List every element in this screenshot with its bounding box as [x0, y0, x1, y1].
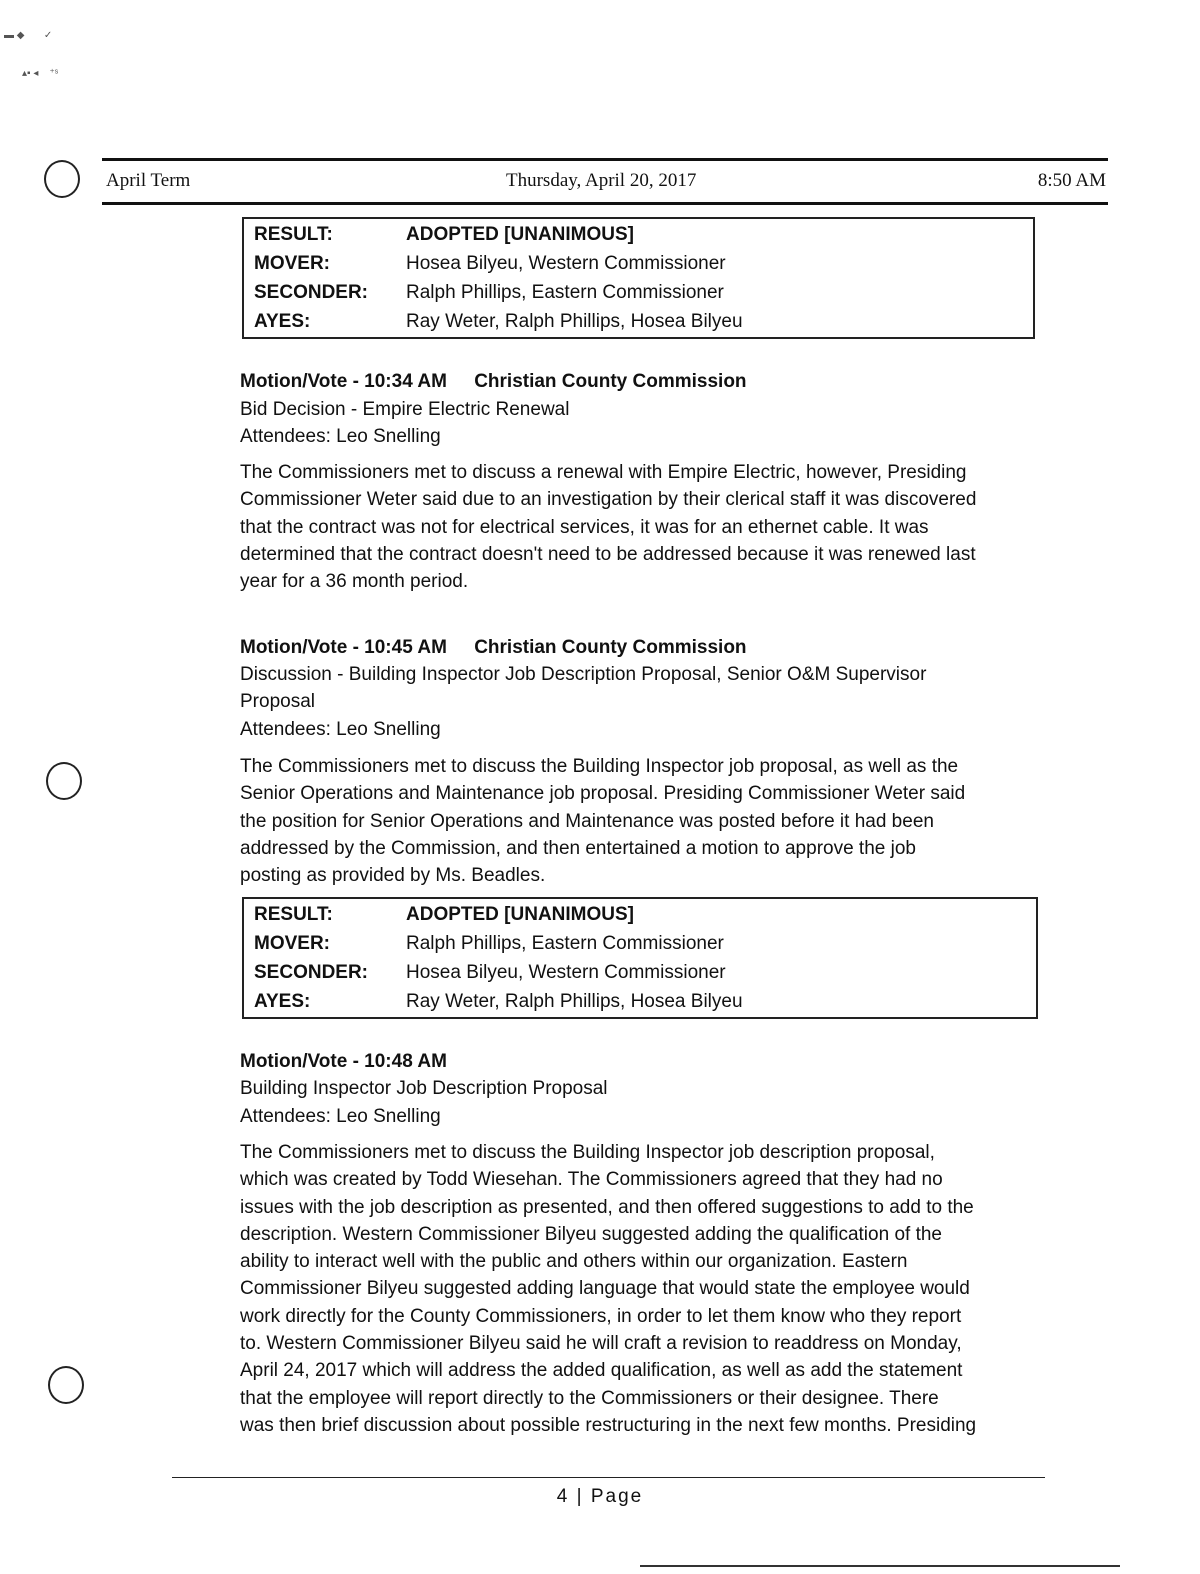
footer-rule	[172, 1477, 1045, 1478]
page-header	[106, 170, 1106, 198]
vote-label: AYES:	[254, 991, 311, 1012]
scan-speckle: ▬ ◆ ✓	[4, 30, 53, 41]
motion-attendees: Attendees: Leo Snelling	[240, 719, 441, 740]
vote-label: RESULT:	[254, 904, 333, 925]
motion-heading	[240, 634, 747, 661]
header-top-rule	[102, 158, 1108, 161]
motion-heading	[240, 368, 747, 395]
vote-result-table	[242, 217, 1035, 339]
binder-hole-middle	[46, 762, 82, 800]
vote-value: ADOPTED [UNANIMOUS]	[406, 904, 634, 925]
motion-attendees: Attendees: Leo Snelling	[240, 426, 441, 447]
motion-discussion: The Commissioners met to discuss the Building Inspector job proposal, as well as the Senior Operations and Maintenance job proposal. Presiding Commissioner Weter said the position for Senior Operations and Maintenance was posted before it had been addressed by the Commission, and then entertained a motion to approve the job posting as provided by Ms. Beadles.	[240, 756, 966, 887]
motion-discussion: The Commissioners met to discuss the Building Inspector job description proposal, which was created by Todd Wiesehan. The Commissioners agreed that they had no issues with the job description as presented, and then offered suggestions to add to the description. Western Commissioner Bilyeu suggested adding the qualification of the ability to interact well with the public and others within our organization. Eastern Commissioner Bilyeu suggested adding language that would state the employee would work directly for the County Commissioners, in order to let them know who they report to. Western Commissioner Bilyeu said he will craft a revision to readdress on Monday, April 24, 2017 which will address the added qualification, as well as add the statement that the employee will report directly to the Commissioners or their designee. There was then brief discussion about possible restructuring in the next few months. Presiding	[240, 1142, 977, 1436]
scan-speckle: ▴▪ ◂ ⁺ˢ	[22, 68, 59, 79]
vote-label: SECONDER:	[254, 282, 369, 303]
vote-label: MOVER:	[254, 933, 330, 954]
vote-label: RESULT:	[254, 224, 333, 245]
binder-hole-top	[44, 160, 80, 198]
vote-value: Hosea Bilyeu, Western Commissioner	[406, 962, 726, 983]
vote-label: SECONDER:	[254, 962, 369, 983]
header-time: 8:50 AM	[1037, 170, 1106, 191]
vote-label: AYES:	[254, 311, 311, 332]
page-number: 4 | Page	[556, 1486, 644, 1507]
motion-attendees: Attendees: Leo Snelling	[240, 1106, 441, 1127]
vote-value: Hosea Bilyeu, Western Commissioner	[406, 253, 726, 274]
motion-subject: Bid Decision - Empire Electric Renewal	[240, 399, 570, 420]
scan-edge-line	[640, 1565, 1120, 1567]
vote-value: Ralph Phillips, Eastern Commissioner	[406, 933, 724, 954]
header-term: April Term	[106, 170, 191, 191]
motion-heading: Motion/Vote - 10:48 AM	[240, 1051, 447, 1072]
motion-discussion: The Commissioners met to discuss a renewal with Empire Electric, however, Presiding Commissioner Weter said due to an investigation by their clerical staff it was discovered that the contract was not for electrical services, it was for an ethernet cable. It was determined that the contract doesn't need to be addressed because it was renewed last year for a 36 month period.	[240, 462, 977, 593]
header-bottom-rule	[102, 202, 1108, 205]
vote-value: ADOPTED [UNANIMOUS]	[406, 224, 634, 245]
motion-time: Motion/Vote - 10:34 AM	[240, 371, 447, 392]
vote-label: MOVER:	[254, 253, 330, 274]
motion-body: Christian County Commission	[474, 637, 747, 658]
vote-value: Ray Weter, Ralph Phillips, Hosea Bilyeu	[406, 991, 743, 1012]
binder-hole-bottom	[48, 1366, 84, 1404]
motion-subject: Building Inspector Job Description Proposal	[240, 1078, 608, 1099]
vote-value: Ray Weter, Ralph Phillips, Hosea Bilyeu	[406, 311, 743, 332]
vote-result-table	[242, 897, 1038, 1019]
motion-subject: Discussion - Building Inspector Job Description Proposal, Senior O&M Supervisor Proposal	[240, 664, 927, 713]
header-date: Thursday, April 20, 2017	[506, 170, 697, 191]
motion-body: Christian County Commission	[474, 371, 747, 392]
motion-time: Motion/Vote - 10:45 AM	[240, 637, 447, 658]
vote-value: Ralph Phillips, Eastern Commissioner	[406, 282, 724, 303]
